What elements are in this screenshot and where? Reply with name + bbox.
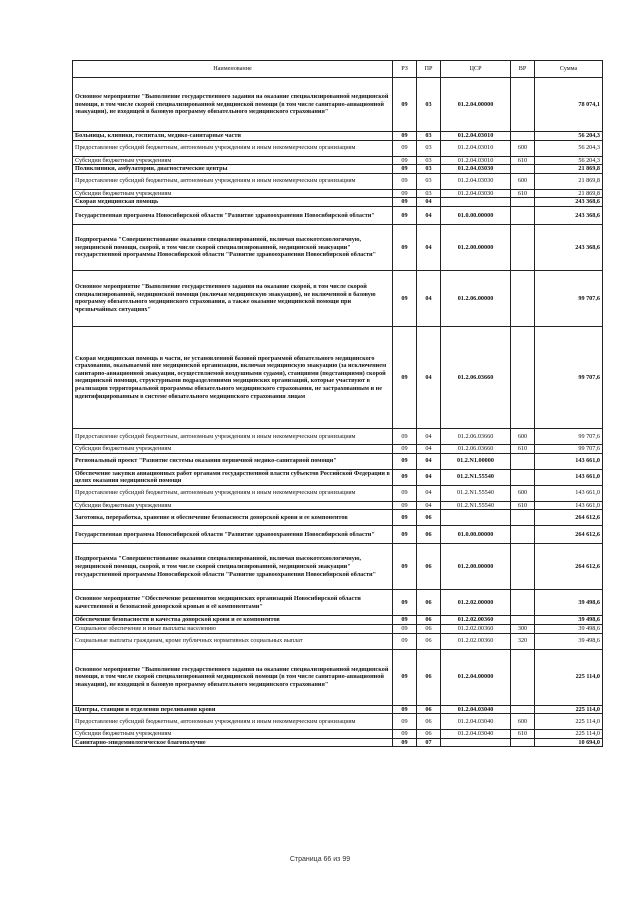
table-header-row [73,61,603,78]
cell-pr: 04 [417,501,441,510]
cell-sum: 21 869,8 [535,165,603,174]
cell-rz: 09 [393,78,417,132]
cell-vr [511,738,535,747]
cell-csr: 01.2.06.03660 [441,428,511,444]
cell-rz: 09 [393,510,417,526]
cell-csr: 01.2.N1.55540 [441,469,511,485]
header-sum: Сумма [535,61,603,78]
table-row [73,714,603,730]
cell-sum: 243 368,6 [535,198,603,207]
cell-pr: 04 [417,198,441,207]
table-row [73,140,603,156]
cell-csr: 01.2.04.03040 [441,714,511,730]
cell-name: Обеспечение закупки авиационных работ органами государственной власти субъектов Российской Федерации в целях оказания медицинской помощи [73,469,393,485]
cell-rz: 09 [393,140,417,156]
cell-csr: 01.2.04.03010 [441,156,511,165]
cell-vr [511,206,535,224]
cell-vr [511,544,535,590]
cell-vr: 600 [511,428,535,444]
table-row [73,428,603,444]
cell-sum: 225 114,0 [535,714,603,730]
cell-vr: 300 [511,624,535,633]
cell-csr: 01.2.04.03010 [441,132,511,141]
cell-rz: 09 [393,132,417,141]
cell-name: Субсидии бюджетным учреждениям [73,189,393,198]
cell-csr: 01.2.02.00360 [441,624,511,633]
cell-vr: 600 [511,140,535,156]
table-row [73,469,603,485]
table-row [73,485,603,501]
cell-rz: 09 [393,224,417,270]
cell-vr [511,270,535,326]
cell-rz: 09 [393,738,417,747]
table-row [73,173,603,189]
cell-sum: 56 204,3 [535,132,603,141]
cell-vr [511,165,535,174]
cell-sum: 39 498,6 [535,590,603,616]
table-row [73,510,603,526]
table-row [73,705,603,714]
cell-sum: 243 368,6 [535,224,603,270]
cell-rz: 09 [393,633,417,649]
cell-pr: 06 [417,705,441,714]
cell-csr: 01.0.00.00000 [441,206,511,224]
cell-vr [511,510,535,526]
table-row [73,616,603,625]
budget-table-page [72,60,602,747]
cell-rz: 09 [393,156,417,165]
table-row [73,544,603,590]
table-row [73,633,603,649]
cell-pr: 03 [417,132,441,141]
table-row [73,444,603,453]
cell-sum: 56 204,3 [535,156,603,165]
cell-sum: 99 707,6 [535,326,603,428]
cell-vr: 610 [511,444,535,453]
cell-name: Заготовка, переработка, хранение и обеспечение безопасности донорской крови и ее компонентов [73,510,393,526]
table-row [73,165,603,174]
cell-pr: 06 [417,510,441,526]
cell-csr [441,510,511,526]
cell-pr: 07 [417,738,441,747]
cell-name: Предоставление субсидий бюджетным, автономным учреждениям и иным некоммерческим организациям [73,140,393,156]
table-row [73,156,603,165]
cell-name: Государственная программа Новосибирской области "Развитие здравоохранения Новосибирской области" [73,206,393,224]
cell-pr: 06 [417,624,441,633]
cell-csr: 01.2.04.03030 [441,189,511,198]
table-row [73,224,603,270]
table-row [73,649,603,705]
cell-name: Субсидии бюджетным учреждениям [73,444,393,453]
cell-name: Обеспечение безопасности и качества донорской крови и ее компонентов [73,616,393,625]
cell-name: Подпрограмма "Совершенствование оказания специализированной, включая высокотехнологичную, медицинской помощи, скорой, в том числе скорой специализированной, медицинской эвакуации" государственной программы Новосибирской области "Развитие здравоохранения Новосибирской области" [73,224,393,270]
cell-rz: 09 [393,544,417,590]
cell-csr: 01.2.02.00000 [441,590,511,616]
cell-sum: 21 869,8 [535,189,603,198]
table-row [73,189,603,198]
cell-csr: 01.2.N1.00000 [441,453,511,469]
cell-name: Предоставление субсидий бюджетным, автономным учреждениям и иным некоммерческим организациям [73,428,393,444]
cell-vr: 610 [511,156,535,165]
cell-sum: 78 074,1 [535,78,603,132]
cell-vr: 320 [511,633,535,649]
table-row [73,738,603,747]
cell-name: Предоставление субсидий бюджетным, автономным учреждениям и иным некоммерческим организациям [73,485,393,501]
cell-name: Субсидии бюджетным учреждениям [73,730,393,739]
cell-sum: 225 114,0 [535,730,603,739]
cell-name: Подпрограмма "Совершенствование оказания специализированной, включая высокотехнологичную, медицинской помощи, скорой, в том числе скорой специализированной, медицинской эвакуации" государственной программы Новосибирской области "Развитие здравоохранения Новосибирской области" [73,544,393,590]
cell-rz: 09 [393,485,417,501]
cell-sum: 10 694,0 [535,738,603,747]
budget-table [72,60,603,747]
cell-vr: 610 [511,501,535,510]
cell-vr [511,326,535,428]
cell-vr: 600 [511,173,535,189]
header-rz: РЗ [393,61,417,78]
cell-name: Региональный проект "Развитие системы оказания первичной медико-санитарной помощи" [73,453,393,469]
table-row [73,198,603,207]
cell-csr: 01.2.04.03030 [441,165,511,174]
cell-csr: 01.2.02.00360 [441,633,511,649]
cell-pr: 04 [417,206,441,224]
cell-rz: 09 [393,624,417,633]
cell-vr: 600 [511,485,535,501]
cell-name: Больницы, клиники, госпитали, медико-санитарные части [73,132,393,141]
cell-vr [511,453,535,469]
table-row [73,270,603,326]
cell-sum: 143 661,0 [535,485,603,501]
cell-csr: 01.2.04.03040 [441,705,511,714]
header-vr: ВР [511,61,535,78]
table-row [73,730,603,739]
table-row [73,526,603,544]
cell-rz: 09 [393,206,417,224]
cell-sum: 99 707,6 [535,270,603,326]
cell-sum: 56 204,3 [535,140,603,156]
cell-csr: 01.2.06.00000 [441,270,511,326]
cell-vr [511,616,535,625]
cell-name: Основное мероприятие "Выполнение государственного задания на оказание специализированной медицинской помощи, в том числе скорой специализированной медицинской помощи (в том числе санитарно-авиационной эвакуации), не входящей в базовую программу обязательного медицинского страхования" [73,649,393,705]
cell-name: Социальное обеспечение и иные выплаты населению [73,624,393,633]
cell-csr: 01.2.06.03660 [441,326,511,428]
cell-name: Предоставление субсидий бюджетным, автономным учреждениям и иным некоммерческим организациям [73,714,393,730]
cell-vr [511,132,535,141]
cell-csr: 01.2.02.00360 [441,616,511,625]
header-pr: ПР [417,61,441,78]
cell-sum: 21 869,8 [535,173,603,189]
cell-sum: 143 661,0 [535,501,603,510]
cell-pr: 03 [417,78,441,132]
cell-vr: 610 [511,189,535,198]
cell-rz: 09 [393,173,417,189]
cell-vr [511,705,535,714]
cell-vr [511,78,535,132]
cell-name: Основное мероприятие "Обеспечение решениятов медицинских организаций Новосибирской области качественной и безопасной донорской кровью и её компонентами" [73,590,393,616]
cell-name: Центры, станции и отделения переливания крови [73,705,393,714]
cell-vr: 600 [511,714,535,730]
table-row [73,206,603,224]
cell-csr: 01.2.04.03040 [441,730,511,739]
table-row [73,132,603,141]
header-csr: ЦСР [441,61,511,78]
cell-rz: 09 [393,469,417,485]
cell-vr: 610 [511,730,535,739]
cell-csr: 01.2.04.00000 [441,78,511,132]
cell-sum: 99 707,6 [535,444,603,453]
cell-sum: 143 661,0 [535,469,603,485]
cell-csr [441,198,511,207]
cell-sum: 225 114,0 [535,705,603,714]
cell-pr: 03 [417,189,441,198]
cell-rz: 09 [393,705,417,714]
cell-name: Предоставление субсидий бюджетным, автономным учреждениям и иным некоммерческим организациям [73,173,393,189]
cell-pr: 04 [417,469,441,485]
cell-name: Санитарно-эпидемиологическое благополучие [73,738,393,747]
cell-sum: 39 498,6 [535,633,603,649]
cell-vr [511,469,535,485]
cell-csr: 01.2.00.00000 [441,544,511,590]
cell-rz: 09 [393,428,417,444]
cell-csr: 01.2.00.00000 [441,224,511,270]
cell-sum: 243 368,6 [535,206,603,224]
cell-vr [511,198,535,207]
cell-rz: 09 [393,270,417,326]
cell-rz: 09 [393,616,417,625]
cell-pr: 06 [417,714,441,730]
table-row [73,326,603,428]
cell-pr: 03 [417,173,441,189]
cell-csr: 01.2.04.03010 [441,140,511,156]
cell-csr: 01.2.N1.55540 [441,485,511,501]
cell-pr: 04 [417,485,441,501]
cell-sum: 143 661,0 [535,453,603,469]
cell-csr [441,738,511,747]
cell-pr: 04 [417,270,441,326]
cell-vr [511,649,535,705]
cell-csr: 01.2.06.03660 [441,444,511,453]
cell-name: Поликлиники, амбулатории, диагностические центры [73,165,393,174]
cell-rz: 09 [393,165,417,174]
cell-pr: 06 [417,590,441,616]
cell-rz: 09 [393,453,417,469]
cell-rz: 09 [393,198,417,207]
cell-pr: 06 [417,544,441,590]
cell-sum: 99 707,6 [535,428,603,444]
table-row [73,590,603,616]
cell-rz: 09 [393,590,417,616]
cell-name: Субсидии бюджетным учреждениям [73,156,393,165]
cell-csr: 01.2.N1.55540 [441,501,511,510]
table-row [73,453,603,469]
cell-csr: 01.0.00.00000 [441,526,511,544]
cell-name: Скорая медицинская помощь в части, не установленной базовой программой обязательного медицинского страхования, оказываемой вне медицинской организации, включая медицинскую эвакуацию (за исключением санитарно-авиационной эвакуации, осуществляемой воздушными судами), станциями (подстанциями) скорой медицинской помощи, структурными подразделениями медицинских организаций, которые участвуют в реализации территориальной программы обязательного медицинского страхования, не застрахованным и не идентифицированным в системе обязательного медицинского страхования лицам [73,326,393,428]
cell-pr: 06 [417,526,441,544]
cell-vr [511,526,535,544]
cell-rz: 09 [393,730,417,739]
cell-pr: 04 [417,428,441,444]
cell-name: Основное мероприятие "Выполнение государственного задания на оказание специализированной медицинской помощи, в том числе скорой специализированной медицинской помощи (в том числе санитарно-авиационной эвакуации), не входящей в базовую программу обязательного медицинского страхования" [73,78,393,132]
cell-rz: 09 [393,444,417,453]
cell-pr: 04 [417,453,441,469]
cell-pr: 06 [417,633,441,649]
cell-rz: 09 [393,649,417,705]
cell-sum: 264 612,6 [535,510,603,526]
cell-vr [511,224,535,270]
cell-pr: 04 [417,326,441,428]
cell-pr: 06 [417,730,441,739]
cell-rz: 09 [393,526,417,544]
cell-csr: 01.2.04.03030 [441,173,511,189]
table-row [73,624,603,633]
cell-rz: 09 [393,189,417,198]
cell-pr: 04 [417,224,441,270]
cell-pr: 06 [417,649,441,705]
cell-sum: 39 498,6 [535,616,603,625]
cell-pr: 03 [417,165,441,174]
cell-rz: 09 [393,714,417,730]
header-name: Наименование [73,61,393,78]
table-body [73,78,603,747]
cell-name: Основное мероприятие "Выполнение государственного задания на оказание скорой, в том числе скорой специализированной, медицинской помощи (включая медицинскую эвакуацию), не включенной в базовую программу обязательного медицинского страхования, а также оказание медицинской помощи при чрезвычайных ситуациях" [73,270,393,326]
cell-pr: 03 [417,140,441,156]
cell-sum: 225 114,0 [535,649,603,705]
cell-sum: 264 612,6 [535,544,603,590]
cell-vr [511,590,535,616]
cell-pr: 03 [417,156,441,165]
cell-pr: 06 [417,616,441,625]
cell-name: Государственная программа Новосибирской области "Развитие здравоохранения Новосибирской области" [73,526,393,544]
cell-csr: 01.2.04.00000 [441,649,511,705]
cell-sum: 39 498,6 [535,624,603,633]
cell-pr: 04 [417,444,441,453]
cell-rz: 09 [393,501,417,510]
table-row [73,78,603,132]
cell-rz: 09 [393,326,417,428]
cell-name: Субсидии бюджетным учреждениям [73,501,393,510]
cell-name: Скорая медицинская помощь [73,198,393,207]
page-footer: Страница 66 из 99 [289,856,351,863]
cell-name: Социальные выплаты гражданам, кроме публичных нормативных социальных выплат [73,633,393,649]
table-row [73,501,603,510]
cell-sum: 264 612,6 [535,526,603,544]
